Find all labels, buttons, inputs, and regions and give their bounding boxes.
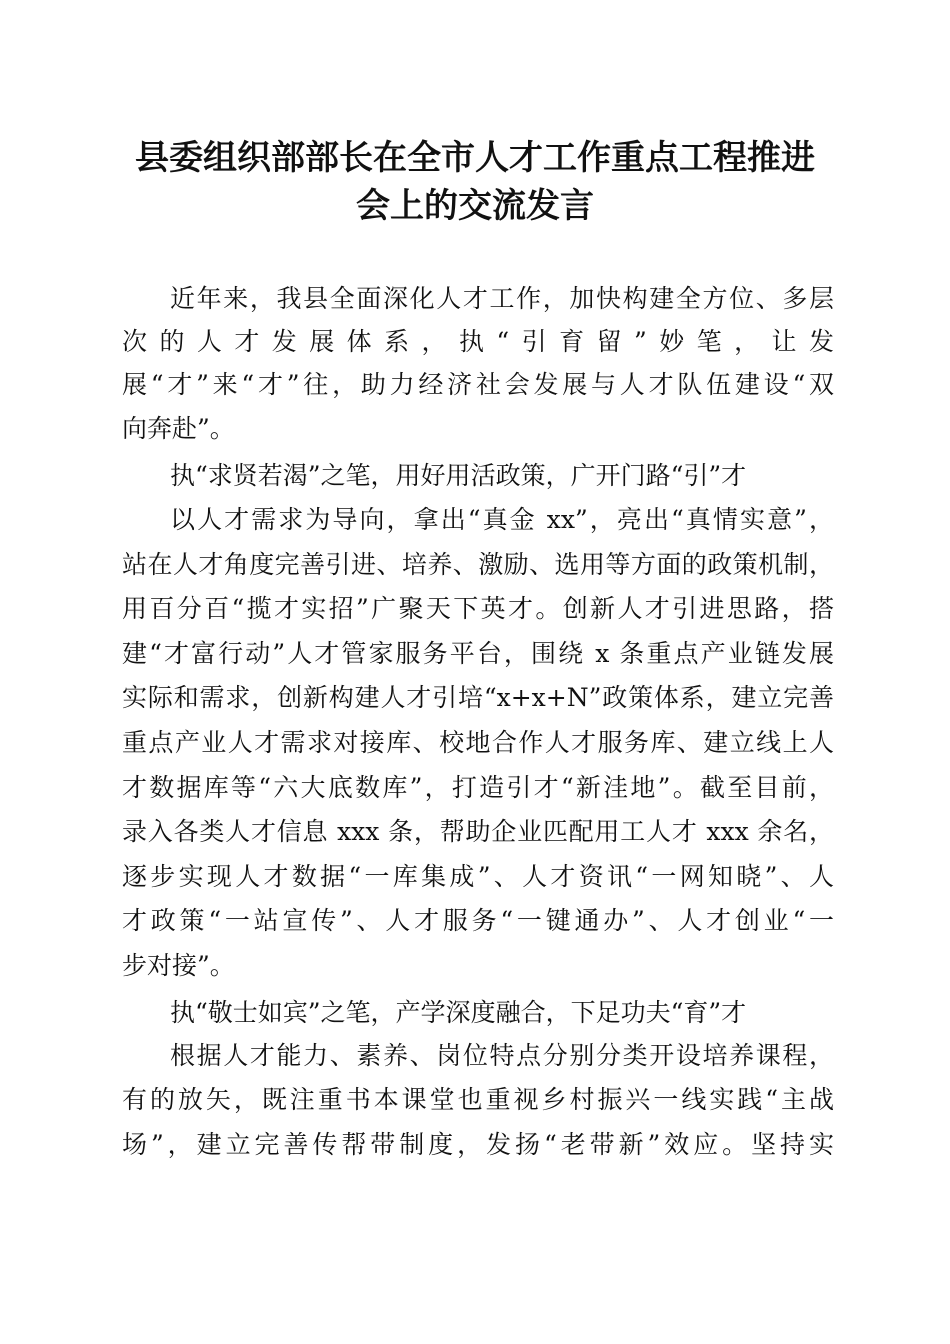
- paragraph-line: 场”，建立完善传帮带制度，发扬“老带新”效应。坚持实: [122, 1130, 834, 1159]
- paragraph-line: 步对接”。: [122, 951, 235, 980]
- document-title-line-2: 会上的交流发言: [356, 186, 594, 226]
- paragraph-line: 才政策“一站宣传”、人才服务“一键通办”、人才创业“一: [122, 906, 834, 935]
- paragraph-line: 用百分百“揽才实招”广聚天下英才。创新人才引进思路，搭: [122, 594, 834, 623]
- paragraph-line: 实际和需求，创新构建人才引培“x+x+N”政策体系，建立完善: [122, 683, 834, 712]
- paragraph-line: 逐步实现人才数据“一库集成”、人才资讯“一网知晓”、人: [122, 862, 834, 891]
- paragraph-line: 向奔赴”。: [122, 414, 235, 443]
- paragraph-line: 站在人才角度完善引进、培养、激励、选用等方面的政策机制，: [122, 550, 834, 579]
- section-heading: 执“求贤若渴”之笔，用好用活政策，广开门路“引”才: [170, 461, 747, 490]
- paragraph-line: 建“才富行动”人才管家服务平台，围绕 x 条重点产业链发展: [122, 639, 834, 668]
- paragraph-line: 次的人才发展体系，执“引育留”妙笔，让发: [122, 327, 834, 356]
- paragraph-line: 有的放矢，既注重书本课堂也重视乡村振兴一线实践“主战: [122, 1085, 834, 1114]
- document-title-line-1: 县委组织部部长在全市人才工作重点工程推进: [135, 138, 815, 178]
- paragraph-line: 近年来，我县全面深化人才工作，加快构建全方位、多层: [170, 284, 834, 313]
- paragraph-line: 展“才”来“才”往，助力经济社会发展与人才队伍建设“双: [122, 370, 834, 399]
- paragraph-line: 录入各类人才信息 xxx 条，帮助企业匹配用工人才 xxx 余名，: [122, 817, 834, 846]
- section-heading: 执“敬士如宾”之笔，产学深度融合，下足功夫“育”才: [170, 998, 747, 1027]
- paragraph-line: 以人才需求为导向，拿出“真金 xx”，亮出“真情实意”，: [170, 505, 834, 534]
- paragraph-line: 重点产业人才需求对接库、校地合作人才服务库、建立线上人: [122, 728, 834, 757]
- paragraph-line: 才数据库等“六大底数库”，打造引才“新洼地”。截至目前，: [122, 773, 834, 802]
- paragraph-line: 根据人才能力、素养、岗位特点分别分类开设培养课程，: [170, 1041, 834, 1070]
